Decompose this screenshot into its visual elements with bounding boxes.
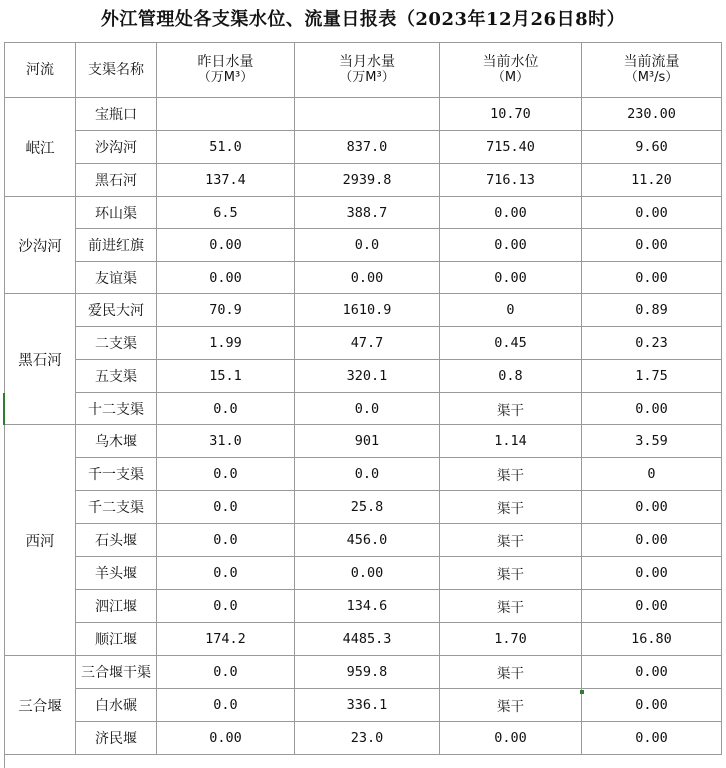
canal-name: 顺江堰 <box>95 632 137 648</box>
canal-name-cell[interactable] <box>76 197 157 229</box>
canal-name: 白水碾 <box>95 698 137 714</box>
month-volume: 25.8 <box>350 499 384 515</box>
flow-rate-cell[interactable] <box>582 656 722 689</box>
yesterday-volume-cell[interactable] <box>157 98 295 131</box>
flow-rate-cell[interactable] <box>582 458 722 491</box>
water-level: 渠干 <box>497 402 524 419</box>
water-level-cell[interactable] <box>440 229 582 262</box>
water-level-cell[interactable] <box>440 689 582 722</box>
yesterday-volume-cell[interactable] <box>157 294 295 327</box>
report-table <box>4 42 722 768</box>
yesterday-volume: 0.00 <box>209 269 242 286</box>
flow-rate: 0.89 <box>635 302 668 318</box>
flow-rate: 0.00 <box>635 499 668 515</box>
canal-name: 十二支渠 <box>88 401 144 418</box>
water-level-cell[interactable] <box>440 458 582 491</box>
yesterday-volume: 0.00 <box>209 730 242 746</box>
yesterday-volume: 0.0 <box>213 466 238 482</box>
water-level: 0.00 <box>494 237 527 253</box>
yesterday-volume-cell[interactable] <box>157 491 295 524</box>
canal-name-cell[interactable] <box>76 164 157 197</box>
header-flow-unit: （M³/s） <box>624 70 679 85</box>
yesterday-volume-cell[interactable] <box>157 623 295 656</box>
flow-rate-cell[interactable] <box>582 393 722 425</box>
canal-name: 乌木堰 <box>95 434 137 450</box>
water-level-cell[interactable] <box>440 131 582 164</box>
yesterday-volume-cell[interactable] <box>157 393 295 425</box>
river-name: 岷江 <box>25 140 55 157</box>
canal-name-cell[interactable] <box>76 491 157 524</box>
canal-name-cell[interactable] <box>76 425 157 458</box>
flow-rate: 0.00 <box>635 269 668 286</box>
flow-rate-cell[interactable] <box>582 425 722 458</box>
yesterday-volume: 1.99 <box>209 335 242 351</box>
yesterday-volume-cell[interactable] <box>157 197 295 229</box>
canal-name: 沙沟河 <box>95 140 137 156</box>
flow-rate: 0.00 <box>635 532 668 548</box>
canal-name-cell[interactable] <box>76 327 157 360</box>
water-level-cell[interactable] <box>440 656 582 689</box>
water-level-cell[interactable] <box>440 262 582 294</box>
canal-name: 羊头堰 <box>95 566 137 582</box>
flow-rate: 3.59 <box>635 433 668 449</box>
water-level: 1.14 <box>494 433 527 449</box>
yesterday-volume-cell[interactable] <box>157 524 295 557</box>
yesterday-volume: 137.4 <box>205 172 246 188</box>
month-volume: 0.0 <box>354 466 380 482</box>
canal-name: 千二支渠 <box>88 500 144 516</box>
month-volume-cell[interactable] <box>295 524 440 557</box>
month-volume: 0.0 <box>354 237 380 253</box>
flow-rate-cell[interactable] <box>582 164 722 197</box>
flow-rate: 0.23 <box>635 335 668 351</box>
flow-rate-cell[interactable] <box>582 689 722 722</box>
canal-name-cell[interactable] <box>76 393 157 425</box>
water-level-cell[interactable] <box>440 557 582 590</box>
canal-name-cell[interactable] <box>76 524 157 557</box>
water-level-cell[interactable] <box>440 491 582 524</box>
yesterday-volume-cell[interactable] <box>157 722 295 755</box>
canal-name-cell[interactable] <box>76 360 157 393</box>
water-level-cell[interactable] <box>440 360 582 393</box>
month-volume: 1610.9 <box>342 302 392 318</box>
flow-rate: 0.00 <box>635 697 668 713</box>
flow-rate-cell[interactable] <box>582 197 722 229</box>
yesterday-volume: 31.0 <box>209 433 242 449</box>
flow-rate-cell[interactable] <box>582 229 722 262</box>
month-volume-cell[interactable] <box>295 294 440 327</box>
water-level-cell[interactable] <box>440 164 582 197</box>
yesterday-volume: 0.0 <box>213 598 238 614</box>
month-volume-cell[interactable] <box>295 623 440 656</box>
water-level: 0 <box>506 302 515 318</box>
water-level: 渠干 <box>497 468 524 484</box>
month-volume-cell[interactable] <box>295 164 440 197</box>
canal-name-cell[interactable] <box>76 131 157 164</box>
month-volume-cell[interactable] <box>295 425 440 458</box>
water-level: 渠干 <box>497 666 524 682</box>
report-title: 外江管理处各支渠水位、流量日报表（2023年12月26日8时） <box>100 9 626 30</box>
canal-name-cell[interactable] <box>76 229 157 262</box>
month-volume-cell[interactable] <box>295 327 440 360</box>
flow-rate-cell[interactable] <box>582 98 722 131</box>
flow-rate: 16.80 <box>631 631 672 647</box>
flow-rate-cell[interactable] <box>582 131 722 164</box>
header-river <box>5 43 76 98</box>
flow-rate-cell[interactable] <box>582 491 722 524</box>
header-canal <box>76 43 157 98</box>
flow-rate: 230.00 <box>627 106 676 122</box>
month-volume-cell[interactable] <box>295 98 440 131</box>
flow-rate: 0.00 <box>635 730 668 746</box>
flow-rate: 0 <box>647 466 656 482</box>
yesterday-volume: 0.0 <box>213 400 238 417</box>
month-volume: 959.8 <box>346 664 388 680</box>
flow-rate-cell[interactable] <box>582 623 722 656</box>
flow-rate-cell[interactable] <box>582 294 722 327</box>
water-level-cell[interactable] <box>440 590 582 623</box>
yesterday-volume-cell[interactable] <box>157 458 295 491</box>
month-volume: 2939.8 <box>342 172 392 188</box>
month-volume: 23.0 <box>350 730 384 746</box>
yesterday-volume: 0.0 <box>213 565 238 581</box>
yesterday-volume: 0.0 <box>213 664 238 680</box>
river-group-cell[interactable] <box>5 197 76 294</box>
flow-rate-cell[interactable] <box>582 360 722 393</box>
flow-rate: 0.00 <box>635 598 668 614</box>
flow-rate: 0.00 <box>635 237 668 253</box>
water-level: 渠干 <box>497 699 524 715</box>
yesterday-volume-cell[interactable] <box>157 164 295 197</box>
canal-name-cell[interactable] <box>76 623 157 656</box>
water-level: 0.00 <box>494 730 527 746</box>
month-volume-cell[interactable] <box>295 722 440 755</box>
canal-name-cell[interactable] <box>76 294 157 327</box>
header-river-label: 河流 <box>26 62 54 78</box>
water-level: 渠干 <box>497 600 524 616</box>
header-yesterday <box>157 43 295 98</box>
yesterday-volume-cell[interactable] <box>157 229 295 262</box>
month-volume-cell[interactable] <box>295 557 440 590</box>
canal-name-cell[interactable] <box>76 98 157 131</box>
header-level <box>440 43 582 98</box>
yesterday-volume: 70.9 <box>209 302 242 318</box>
river-group-cell[interactable] <box>5 98 76 197</box>
flow-rate: 9.60 <box>635 139 668 155</box>
canal-name: 石头堰 <box>95 533 137 549</box>
water-level: 10.70 <box>490 106 531 122</box>
flow-rate-cell[interactable] <box>582 722 722 755</box>
flow-rate-cell[interactable] <box>582 590 722 623</box>
month-volume-cell[interactable] <box>295 229 440 262</box>
water-level-cell[interactable] <box>440 623 582 656</box>
canal-name-cell[interactable] <box>76 689 157 722</box>
yesterday-volume: 0.0 <box>213 532 238 548</box>
month-volume-cell[interactable] <box>295 262 440 294</box>
water-level: 0.00 <box>494 269 527 286</box>
month-volume: 837.0 <box>346 139 388 155</box>
header-flow-label: 当前流量 <box>623 54 680 70</box>
canal-name: 五支渠 <box>95 369 137 385</box>
yesterday-volume: 0.0 <box>213 697 238 713</box>
canal-name: 前进红旗 <box>88 238 144 254</box>
flow-rate: 0.00 <box>635 565 668 581</box>
canal-name-cell[interactable] <box>76 557 157 590</box>
yesterday-volume: 0.00 <box>209 237 242 253</box>
header-flow <box>582 43 722 98</box>
month-volume: 0.0 <box>354 400 380 417</box>
header-month <box>295 43 440 98</box>
month-volume-cell[interactable] <box>295 197 440 229</box>
canal-name-cell[interactable] <box>76 590 157 623</box>
header-yesterday-unit: （万M³） <box>197 70 254 85</box>
yesterday-volume: 174.2 <box>205 631 246 647</box>
header-month-unit: （万M³） <box>339 70 395 85</box>
river-group-cell[interactable] <box>5 294 76 425</box>
yesterday-volume-cell[interactable] <box>157 656 295 689</box>
canal-name-cell[interactable] <box>76 656 157 689</box>
water-level: 0.8 <box>498 368 523 384</box>
canal-name: 千一支渠 <box>88 467 144 483</box>
yesterday-volume-cell[interactable] <box>157 262 295 294</box>
canal-name: 爱民大河 <box>88 303 144 319</box>
water-level-cell[interactable] <box>440 197 582 229</box>
water-level-cell[interactable] <box>440 98 582 131</box>
canal-name-cell[interactable] <box>76 262 157 294</box>
month-volume-cell[interactable] <box>295 360 440 393</box>
flow-rate: 11.20 <box>631 172 672 188</box>
water-level-cell[interactable] <box>440 327 582 360</box>
month-volume-cell[interactable] <box>295 590 440 623</box>
canal-name-cell[interactable] <box>76 722 157 755</box>
month-volume-cell[interactable] <box>295 131 440 164</box>
flow-rate-cell[interactable] <box>582 262 722 294</box>
flow-rate: 1.75 <box>635 368 668 384</box>
header-level-label: 当前水位 <box>482 54 539 70</box>
month-volume-cell[interactable] <box>295 656 440 689</box>
month-volume: 134.6 <box>346 598 388 614</box>
canal-name: 黑石河 <box>95 173 137 189</box>
header-level-unit: （M） <box>491 70 530 85</box>
yesterday-volume: 0.0 <box>213 499 238 515</box>
river-group-cell[interactable] <box>5 425 76 656</box>
canal-name: 环山渠 <box>95 205 137 222</box>
month-volume: 336.1 <box>346 697 388 713</box>
yesterday-volume-cell[interactable] <box>157 327 295 360</box>
yesterday-volume: 6.5 <box>213 204 238 221</box>
water-level: 716.13 <box>486 172 535 188</box>
cell-marker-corner <box>580 690 584 694</box>
water-level-cell[interactable] <box>440 722 582 755</box>
water-level: 渠干 <box>497 534 524 550</box>
flow-rate-cell[interactable] <box>582 327 722 360</box>
header-month-label: 当月水量 <box>339 54 395 70</box>
water-level: 0.00 <box>494 204 527 221</box>
water-level: 0.45 <box>494 335 527 351</box>
month-volume: 388.7 <box>346 204 388 221</box>
month-volume-cell[interactable] <box>295 458 440 491</box>
river-name: 黑石河 <box>18 352 62 369</box>
water-level-cell[interactable] <box>440 294 582 327</box>
canal-name-cell[interactable] <box>76 458 157 491</box>
month-volume-cell[interactable] <box>295 689 440 722</box>
flow-rate: 0.00 <box>635 664 668 680</box>
month-volume: 456.0 <box>346 532 388 548</box>
flow-rate-cell[interactable] <box>582 524 722 557</box>
yesterday-volume-cell[interactable] <box>157 360 295 393</box>
month-volume: 0.00 <box>350 565 384 581</box>
header-canal-label: 支渠名称 <box>88 62 144 78</box>
month-volume: 320.1 <box>346 368 388 384</box>
flow-rate: 0.00 <box>635 400 668 417</box>
water-level-cell[interactable] <box>440 425 582 458</box>
cell-marker-left <box>3 393 5 425</box>
yesterday-volume-cell[interactable] <box>157 590 295 623</box>
yesterday-volume: 51.0 <box>209 139 242 155</box>
yesterday-volume-cell[interactable] <box>157 557 295 590</box>
yesterday-volume-cell[interactable] <box>157 131 295 164</box>
water-level-cell[interactable] <box>440 393 582 425</box>
flow-rate-cell[interactable] <box>582 557 722 590</box>
month-volume-cell[interactable] <box>295 393 440 425</box>
month-volume: 4485.3 <box>342 631 392 647</box>
river-group-cell[interactable] <box>5 656 76 755</box>
header-yesterday-label: 昨日水量 <box>197 54 254 70</box>
river-name: 三合堰 <box>18 698 62 715</box>
canal-name: 友谊渠 <box>95 270 137 287</box>
month-volume: 901 <box>354 433 380 449</box>
yesterday-volume-cell[interactable] <box>157 689 295 722</box>
flow-rate: 0.00 <box>635 204 668 221</box>
water-level: 715.40 <box>486 139 535 155</box>
canal-name: 三合堰干渠 <box>81 665 151 681</box>
water-level-cell[interactable] <box>440 524 582 557</box>
canal-name: 济民堰 <box>95 731 137 747</box>
yesterday-volume-cell[interactable] <box>157 425 295 458</box>
river-name: 沙沟河 <box>18 238 62 255</box>
month-volume: 47.7 <box>350 335 384 351</box>
river-name: 西河 <box>25 533 55 550</box>
canal-name: 泗江堰 <box>95 599 137 615</box>
canal-name: 宝瓶口 <box>95 107 137 123</box>
water-level: 渠干 <box>497 567 524 583</box>
water-level: 1.70 <box>494 631 527 647</box>
month-volume-cell[interactable] <box>295 491 440 524</box>
canal-name: 二支渠 <box>95 336 137 352</box>
yesterday-volume: 15.1 <box>209 368 242 384</box>
water-level: 渠干 <box>497 501 524 517</box>
month-volume: 0.00 <box>350 269 384 286</box>
